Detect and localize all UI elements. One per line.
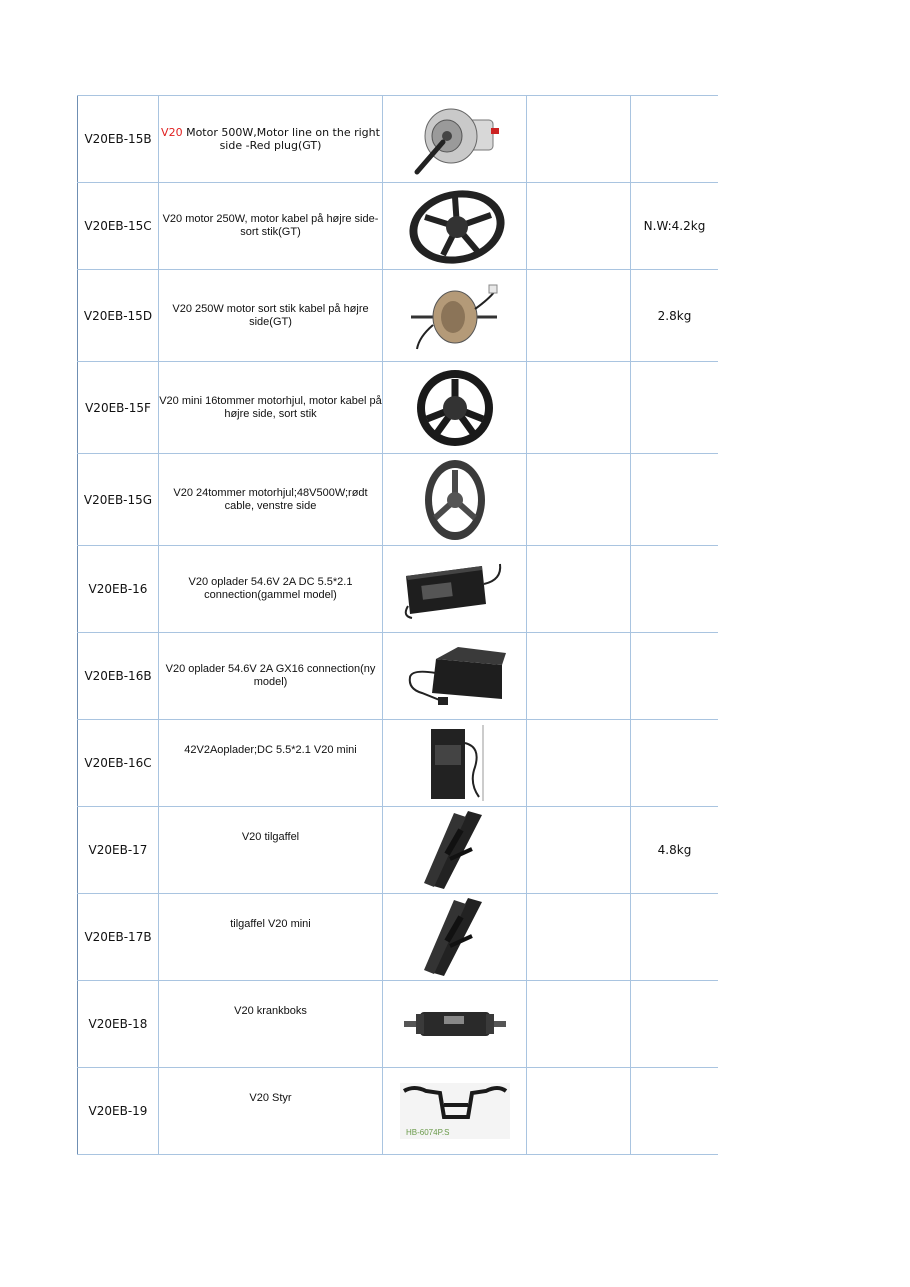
table-row xyxy=(78,362,719,454)
part-image xyxy=(383,183,527,270)
description-text: Motor 500W,Motor line on the right side -Red plug(GT) xyxy=(182,126,380,152)
table-row xyxy=(78,546,719,633)
table-row xyxy=(78,270,719,362)
part-image xyxy=(383,807,527,894)
part-description: V20 tilgaffel xyxy=(159,807,383,894)
table-row xyxy=(78,96,719,183)
part-weight: N.W:4.2kg xyxy=(631,183,719,270)
part-description: V20 oplader 54.6V 2A GX16 connection(ny model) xyxy=(159,633,383,720)
table-row xyxy=(78,183,719,270)
part-code: V20EB-15B xyxy=(78,96,159,183)
part-description xyxy=(159,96,383,183)
part-description: V20 motor 250W, motor kabel på højre side-sort stik(GT) xyxy=(159,183,383,270)
part-code: V20EB-16B xyxy=(78,633,159,720)
part-image xyxy=(383,454,527,546)
wheel-icon xyxy=(421,458,489,542)
part-code: V20EB-15C xyxy=(78,183,159,270)
part-image xyxy=(383,720,527,807)
part-weight xyxy=(631,1068,719,1155)
part-weight xyxy=(631,633,719,720)
part-code: V20EB-18 xyxy=(78,981,159,1068)
parts-table xyxy=(77,95,718,1155)
part-image xyxy=(383,362,527,454)
part-weight xyxy=(631,454,719,546)
part-image xyxy=(383,633,527,720)
part-weight: 2.8kg xyxy=(631,270,719,362)
part-code: V20EB-19 xyxy=(78,1068,159,1155)
part-weight xyxy=(631,720,719,807)
image-caption: HB-6074P.S xyxy=(405,1128,449,1137)
part-code: V20EB-16 xyxy=(78,546,159,633)
part-weight xyxy=(631,96,719,183)
part-code: V20EB-17B xyxy=(78,894,159,981)
part-description: V20 Styr xyxy=(159,1068,383,1155)
part-description: V20 mini 16tommer motorhjul, motor kabel på højre side, sort stik xyxy=(159,362,383,454)
bottom-bracket-icon xyxy=(402,1004,508,1044)
part-code: V20EB-15G xyxy=(78,454,159,546)
table-row xyxy=(78,454,719,546)
part-description: tilgaffel V20 mini xyxy=(159,894,383,981)
part-code: V20EB-15F xyxy=(78,362,159,454)
part-code: V20EB-16C xyxy=(78,720,159,807)
part-weight xyxy=(631,362,719,454)
hub-motor-icon xyxy=(409,279,501,353)
table-row xyxy=(78,633,719,720)
part-description: V20 oplader 54.6V 2A DC 5.5*2.1 connection(gammel model) xyxy=(159,546,383,633)
part-image xyxy=(383,270,527,362)
part-description: V20 24tommer motorhjul;48V500W;rødt cable, venstre side xyxy=(159,454,383,546)
charger-icon xyxy=(425,723,485,803)
part-code: V20EB-15D xyxy=(78,270,159,362)
fork-icon xyxy=(420,809,490,891)
table-row xyxy=(78,894,719,981)
part-weight xyxy=(631,894,719,981)
part-image xyxy=(383,546,527,633)
motor-wheel-icon xyxy=(415,367,495,449)
part-weight xyxy=(631,981,719,1068)
table-row xyxy=(78,720,719,807)
part-weight xyxy=(631,546,719,633)
part-description: V20 krankboks xyxy=(159,981,383,1068)
description-prefix: V20 xyxy=(161,126,183,139)
hub-motor-icon xyxy=(405,102,505,176)
motor-wheel-icon xyxy=(405,187,505,265)
part-weight: 4.8kg xyxy=(631,807,719,894)
part-image xyxy=(383,1068,527,1155)
table-row xyxy=(78,807,719,894)
table-row xyxy=(78,981,719,1068)
fork-icon xyxy=(420,896,490,978)
part-code: V20EB-17 xyxy=(78,807,159,894)
part-description: 42V2Aoplader;DC 5.5*2.1 V20 mini xyxy=(159,720,383,807)
part-image xyxy=(383,981,527,1068)
handlebar-icon xyxy=(400,1083,510,1139)
charger-icon xyxy=(402,643,508,709)
part-image xyxy=(383,894,527,981)
part-image xyxy=(383,96,527,183)
table-row xyxy=(78,1068,719,1155)
part-description: V20 250W motor sort stik kabel på højre side(GT) xyxy=(159,270,383,362)
charger-icon xyxy=(402,558,508,620)
